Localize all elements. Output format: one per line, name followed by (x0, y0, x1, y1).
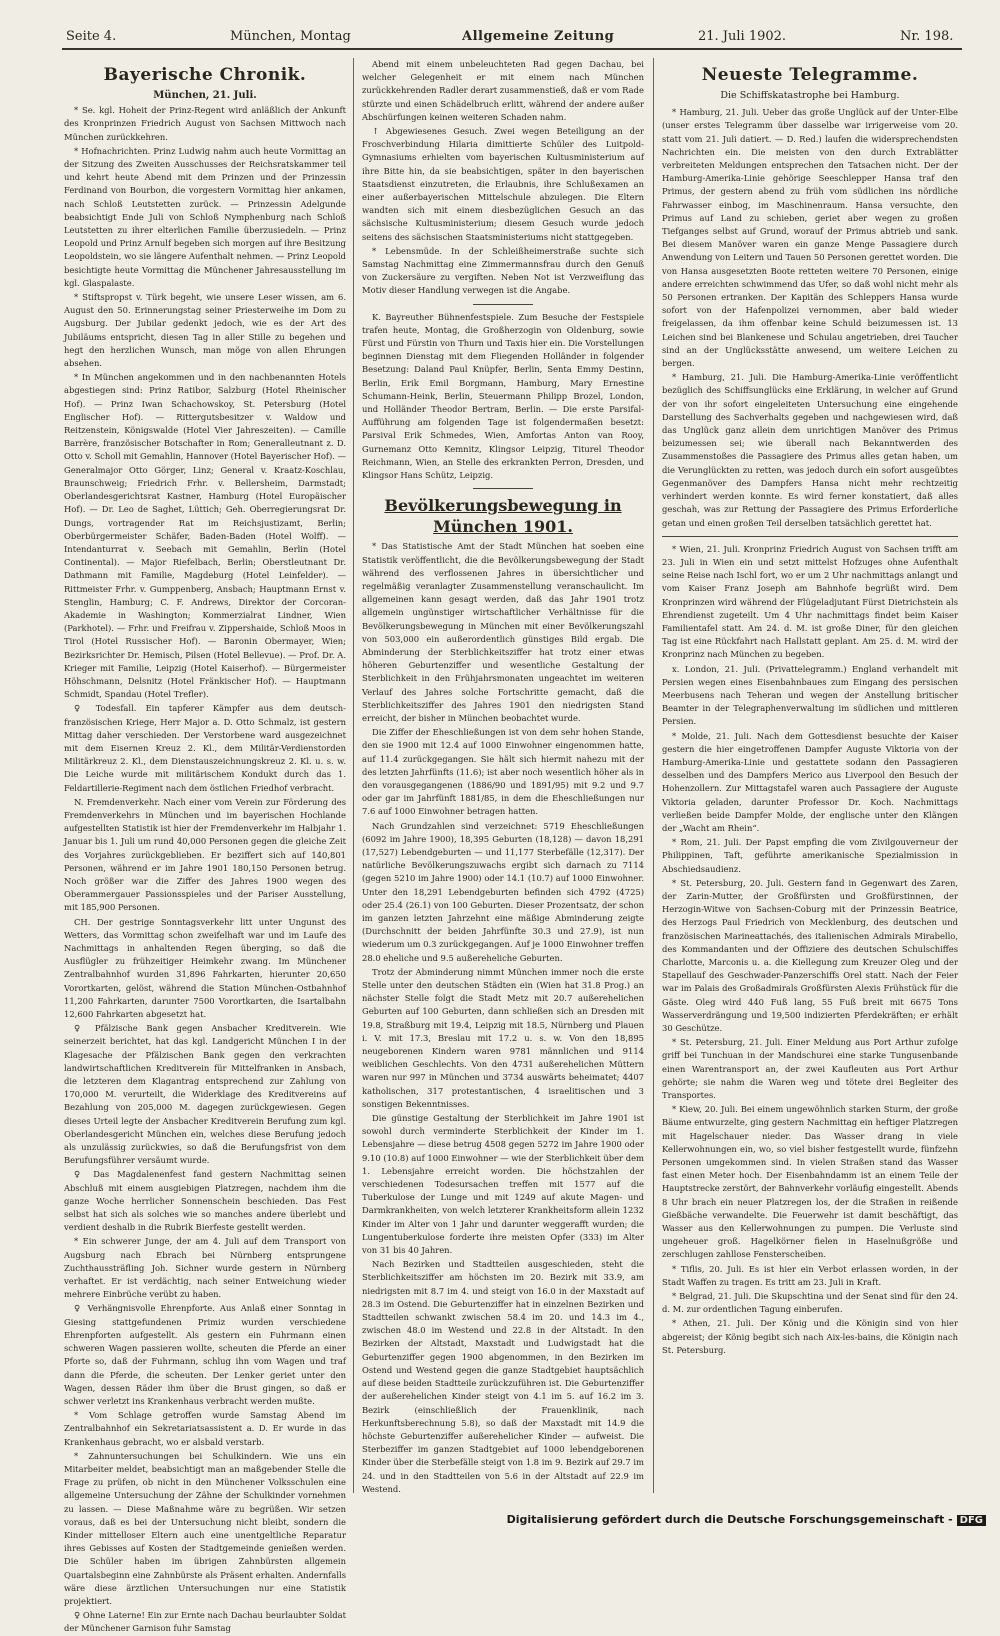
article-paragraph: * Stiftspropst v. Türk begeht, wie unsere Leser wissen, am 6. August den 50. Erinnerungstag seiner Priesterweihe im Dom zu Augsburg. Der Jubilar gedenkt jedoch, wie es der Art des Jubiläums entspricht, diesen Tag in aller Stille zu begehen und hegt den herzlichen Wunsch, man möge von allen Ehrungen absehen. (64, 292, 346, 369)
article-paragraph: Trotz der Abminderung nimmt München immer noch die erste Stelle unter den deutschen Städten ein (Wien hat 31.8 Prog.) an nächster Stelle folgt die Stadt Metz mit 20.7 außerehelichen Geburten auf 100 Geburten, dann schließen sich an Dresden mit 19.8, Straßburg mit 19.4, Leipzig mit 18.5, Nürnberg und Plauen i. V. mit 17.3, Breslau mit 17.2 u. s. w. Von den 18,895 neugeborenen Kindern waren 9781 männlichen und 9114 weiblichen Geschlechts. Von den 4731 außerehelichen Müttern waren nur 997 in München und 3734 auswärts beheimatet; 4407 katholischen, 317 protestantischen, 4 israelitischen und 3 sonstigen Bekenntnisses. (362, 966, 644, 1109)
telegram-paragraph: * St. Petersburg, 21. Juli. Einer Meldung aus Port Arthur zufolge griff bei Tunchuan in der Mandschurei eine starke Tungusenbande einen Warentransport an, der zwei Kaufleuten aus Port Arthur gehörte; sie nahm die Waren weg und tötete drei Begleiter des Transportes. (662, 1037, 958, 1101)
page-number: Seite 4. (66, 29, 117, 44)
article-paragraph: * In München angekommen und in den nachbenannten Hotels abgestiegen sind: Prinz Ratibor, Salzburg (Hotel Rheinischer Hof). — Prinz Iwan Schachowskoy, St. Petersburg (Hotel Englischer Hof). — Rittergutsbesitzer v. Waldow und Reitzenstein, Königswalde (Hotel Vier Jahreszeiten). — Camille Barrère, französischer Botschafter in Rom; Generalleutnant z. D. Otto v. Scholl mit Gemahlin, Hannover (Hotel Bayerischer Hof). — Generalmajor Otto Görger, Linz; General v. Kraatz-Koschlau, Braunschweig; Friedrich Frhr. v. Bellersheim, Darmstadt; Oberlandesgerichtsrat Kastner, Hamburg (Hotel Europäischer Hof). — Dr. Leo de Saghet, Lüttich; Geh. Oberregierungsrat Dr. Dungs, vortragender Rat im Reichsjustizamt, Berlin; Oberbürgermeister Schäfer, Baden-Baden (Hotel Wolff). — Intendanturrat v. Seebach mit Gemahlin, Berlin (Hotel Continental). — Major Riefelbach, Berlin; Oberstleutnant Dr. Dathmann mit Familie, Magdeburg (Hotel Leinfelder). — Rittmeister Frhr. v. Gumppenberg, Ansbach; Hauptmann Ernst v. Stenglin, Hamburg; C. F. Andrews, Direktor der Corcoran-Akademie in Washington; Kommerzialrat Lindner, Wien (Parkhotel). — Frhr. und Freifrau v. Zippershaide, Schloß Moos in Tirol (Hotel Russischer Hof). — Baronin Obermayer, Wien; Bezirksrichter Dr. Hemisch, Pilsen (Hotel Bellevue). — Prof. Dr. A. Krieger mit Familie, Leipzig (Hotel Kaiserhof). — Bürgermeister Höhschmann, Delsnitz (Hotel Fränkischer Hof). — Hauptmann Schmidt, Spandau (Hotel Trefler). (64, 372, 346, 700)
article-paragraph: Nach Grundzahlen sind verzeichnet: 5719 Eheschließungen (6092 im Jahre 1900), 18,395 Geburten (18,128) — davon 18,291 (17,527) Lebendgeburten — und 11,177 Sterbefälle (12,317). Der natürliche Bevölkerungszuwachs ergibt sich darnach zu 7114 (gegen 5210 im Jahre 1900) oder 14.1 (10.7) auf 1000 Einwohner. Unter den 18,291 Lebendgeburten befinden sich 4792 (4725) oder 25.4 (26.1) von 100 Geburten. Dieser Prozentsatz, der schon im ganzen letzten Jahrzehnt eine mäßige Abminderung zeigte (Durchschnitt der beiden Jahrfünfte 30.3 und 27.9), ist nun wiederum um 0.3 zurückgegangen. Auf je 1000 Einwohner treffen 28.0 eheliche und 9.5 außereheliche Geburten. (362, 820, 644, 963)
article-paragraph: ↑ Abgewiesenes Gesuch. Zwei wegen Beteiligung an der Froschverbindung Hilaria dimittierte Schüler des Luitpold-Gymnasiums erhielten vom bayerischen Kultusministerium auf ihre Bitte hin, da sie beabsichtigen, später in den bayerischen Staatsdienst einzutreten, die Erlaubnis, ihre Schlußexamen an einer außerbayerischen Mittelschule abzulegen. Die Eltern wandten sich mit einem diesbezüglichen Gesuch an das sächsische Kultusministerium; diesem Gesuch wurde jedoch seitens des sächsischen Staatsministeriums nicht stattgegeben. (362, 126, 644, 242)
credit-text: Digitalisierung gefördert durch die Deutsche Forschungsgemeinschaft - (506, 1513, 953, 1526)
running-header (62, 26, 962, 50)
telegram-paragraph: * Rom, 21. Juli. Der Papst empfing die vom Zivilgouverneur der Philippinen, Taft, geführte amerikanische Spezialmission in Abschiedsaudienz. (662, 837, 958, 874)
article-paragraph: Die günstige Gestaltung der Sterblichkeit im Jahre 1901 ist sowohl durch verminderte Sterblichkeit der Kinder im 1. Lebensjahre — diese betrug 4508 gegen 5272 im Jahre 1900 oder 9.10 (10.8) auf 1000 Einwohner — wie der Sterblichkeit über dem 1. Lebensjahre erreicht worden. Die höchstzahlen der verschiedenen Todesursachen treffen mit 1577 auf die Tuberkulose der Lunge und mit 1249 auf akute Magen- und Darmkrankheiten, von welch letzterer Krankheitsform allein 1232 Kinder im Alter von 1 Jahr und darunter weggerafft wurden; die Lungentuberkulose forderte ihre meisten Opfer (333) im Alter von 31 bis 40 Jahren. (362, 1113, 644, 1256)
article-paragraph: CH. Der gestrige Sonntagsverkehr litt unter Ungunst des Wetters, das Vormittag schon zweifelhaft war und im Laufe des Nachmittags in anhaltenden Regen überging, so daß die Ausflügler zu frühzeitiger Heimkehr zwang. Im Münchener Zentralbahnhof wurden 31,896 Fahrkarten, hierunter 20,650 Vorortkarten, gelöst, während die Station München-Ostbahnhof 11,200 Fahrkarten, darunter 7500 Vorortkarten, die Isartalbahn 12,600 Fahrkarten abgesetzt hat. (64, 916, 346, 1020)
section-subtitle: Die Schiffskatastrophe bei Hamburg. (720, 90, 900, 101)
newspaper-name: Allgemeine Zeitung (462, 29, 615, 44)
separator (473, 488, 533, 489)
telegram-paragraph: * St. Petersburg, 20. Juli. Gestern fand in Gegenwart des Zaren, der Zarin-Mutter, der Großfürsten und Großfürstinnen, der Herzogin-Witwe von Sachsen-Coburg mit der Prinzessin Beatrice, des Herzogs Paul Friedrich von Mecklenburg, des deutschen und französischen Marineattachés, des italienischen Admirals Mirabello, des Kommandanten und der Offiziere des deutschen Schulschiffes Charlotte, Marconis u. a. die Kiellegung zum Kreuzer Oleg und der Stapellauf des Geschwader-Panzerschiffs Orel statt. Nach der Feier war im Palais des Großadmirals Großfürsten Alexis Frühstück für die Gäste. Oleg wird 440 Fuß lang, 55 Fuß breit mit 6675 Tons Wasserverdrängung und 19,500 indizierten Pferdekräften; er erhält 30 Geschütze. (662, 877, 958, 1034)
telegram-paragraph: * Hamburg, 21. Juli. Ueber das große Unglück auf der Unter-Elbe (unser erstes Telegramm über dasselbe war irrigerweise vom 20. statt vom 21. Juli datiert. — D. Red.) laufen die widersprechendsten Nachrichten ein. Die meisten von den durch Extrablätter verbreiteten Meldungen entsprechen den Tatsachen nicht. Der der Hamburg-Amerika-Linie gehörige Seeschlepper Hansa traf den Primus, der gestern abend zu früh vom südlichen ins nördliche Fahrwasser einbog, im Maschinenraum. Hansa versuchte, den Primus auf Land zu schieben, geriet aber wegen zu großen Tiefganges selbst auf Grund, worauf der Primus abtrieb und sank. Bei diesem Manöver waren ein ganze Menge Passagiere durch Anwendung von Leitern und Tauen 50 Personen gerettet worden. Die von Hansa ausgesetzten Boote retteten weitere 70 Personen, einige andere erreichten schwimmend das Ufer, so daß wohl nicht mehr als 50 Personen ertranken. Der Kapitän des Schleppers Hansa wurde sofort von der Hafenpolizei vernommen, aber bald wieder freigelassen, da ihm offenbar keine Schuld beizumessen ist. 13 Leichen sind bei Blankenese und Schulau angetrieben, drei Taucher sind an der Unglücksstätte anwesend, um weitere Leichen zu bergen. (662, 107, 958, 369)
city-day: München, Montag (230, 29, 351, 44)
article-paragraph: * Ein schwerer Junge, der am 4. Juli auf dem Transport von Augsburg nach Ebrach bei Nürnberg entsprungene Zuchthaussträfling Joh. Sichner wurde gestern in Nürnberg verhaftet. Er ist verdächtig, nach seiner Entweichung wieder mehrere Einbrüche verübt zu haben. (64, 1236, 346, 1300)
article-paragraph: ♀ Ohne Laterne! Ein zur Ernte nach Dachau beurlaubter Soldat der Münchener Garnison fuhr Samstag (64, 1610, 346, 1634)
column-rule (353, 58, 354, 1493)
telegram-paragraph: * Molde, 21. Juli. Nach dem Gottesdienst besuchte der Kaiser gestern die hier eingetroffenen Dampfer Auguste Viktoria von der Hamburg-Amerika-Linie und gestattete sodann den Passagieren desselben und des Dampfers Merico aus Liverpool den Besuch der Hohenzollern. Zur Mittagstafel waren auch Passagiere der Auguste Viktoria geladen, darunter Professor Dr. Koch. Nachmittags verließen beide Dampfer Molde, der englische unter den Klängen der „Wacht am Rhein“. (662, 730, 958, 833)
column-neueste-telegramme (662, 58, 958, 1498)
article-paragraph: N. Fremdenverkehr. Nach einer vom Verein zur Förderung des Fremdenverkehrs in München und im bayerischen Hochlande aufgestellten Statistik ist hier der Fremdenverkehr im Halbjahr 1. Januar bis 1. Juli um rund 40,000 Personen gegen die gleiche Zeit des Vorjahres zurückgeblieben. Er beziffert sich auf 140,801 Personen, während er im Jahre 1901 180,150 Personen betrug. Noch größer war die Ziffer des Jahres 1900 wegen des Oberammergauer Passionsspieles und der Pariser Ausstellung, mit 185,900 Personen. (64, 796, 346, 913)
telegram-paragraph: * Tiflis, 20. Juli. Es ist hier ein Verbot erlassen worden, in der Stadt Waffen zu tragen. Es tritt am 23. Juli in Kraft. (662, 1263, 958, 1287)
issue-date: 21. Juli 1902. (698, 29, 787, 44)
article-paragraph: ♀ Das Magdalenenfest fand gestern Nachmittag seinen Abschluß mit einem ausgiebigen Platzregen, nachdem ihm die ganze Woche herrlicher Sonnenschein beschieden. Das Fest selbst hat sich als solches wie so manches andere überlebt und verdient deshalb in die Rubrik Bierfeste gestellt werden. (64, 1169, 346, 1233)
column-bayerische-chronik (64, 58, 346, 1634)
section-title: Neueste Telegramme. (701, 65, 919, 85)
article-list (64, 104, 346, 1635)
telegram-paragraph: * Kiew, 20. Juli. Bei einem ungewöhnlich starken Sturm, der große Bäume entwurzelte, ging gestern Nachmittag ein heftiger Platzregen mit Hagelschauer nieder. Das Wasser drang in viele Kellerwohnungen ein, wo, so viel bisher festgestellt wurde, fünfzehn Personen umgekommen sind. In vielen Straßen stand das Wasser fast einen Meter hoch. Der Eisenbahndamm ist an einem Teile der Hauptstrecke zerstört, der Bahnverkehr vorläufig eingestellt. Abends 8 Uhr brach ein neuer Platzregen los, der die Straßen in reißende Gießbäche verwandelte. Die Feuerwehr ist damit beschäftigt, das Wasser aus den Kellerwohnungen zu pumpen. Die Verluste sind ungeheuer groß. Hagelkörner fielen in Haselnußgröße und zerschlugen zahllose Fensterscheiben. (662, 1104, 958, 1260)
telegram-paragraph: * Hamburg, 21. Juli. Die Hamburg-Amerika-Linie veröffentlicht bezüglich des Schiffsunglücks eine Erklärung, in welcher auf Grund der von ihr sofort eingeleiteten Untersuchung eine eingehende Darstellung des Sachverhalts gegeben und nachgewiesen wird, daß das Unglück ganz allein dem unrichtigen Manöver des Primus beizumessen sei; wie überall nach Bekanntwerden des Zusammenstoßes die Passagiere des Primus alles getan haben, um die Verunglückten zu retten, was jedoch durch ein sofort ausgeübtes Gegenmanöver des Dampfers Hansa nicht mehr rechtzeitig verhindert werden konnte. Es wird ferner konstatiert, daß alles geschah, was zur Rettung der Passagiere des Primus Erforderliche getan und einen großen Teil derselben tatsächlich gerettet hat. (662, 372, 958, 528)
article-paragraph: * Lebensmüde. In der Schleißheimerstraße suchte sich Samstag Nachmittag eine Zimmermannsfrau durch den Genuß von Zuckersäure zu vergiften. Neben Not ist Verzweiflung das Motiv dieser Handlung verwegen ist die Angabe. (362, 245, 644, 296)
article-paragraph: * Das Statistische Amt der Stadt München hat soeben eine Statistik veröffentlicht, die die Bevölkerungsbewegung der Stadt während des verflossenen Jahres in übersichtlicher und regelmäßig veranlagter Zusammenstellung veranschaulicht. Im allgemeinen kann gesagt werden, daß das Jahr 1901 trotz allgemein ungünstiger wirtschaftlicher Verhältnisse für die Bevölkerungsbewegung in München mit einer Bevölkerungszahl von 503,000 ein außerordentlich günstiges Bild ergab. Die Abminderung der Sterblichkeitsziffer hat trotz einer etwas höheren Geburtenziffer und wesentliche Gestaltung der Sterblichkeit in den Frühjahrsmonaten ungeachtet im weiteren Verlauf des Jahres solche Fortschritte gemacht, daß die Sterblichkeitsziffer des Jahres 1901 den niedrigsten Stand erreicht, der bisher in München beobachtet wurde. (362, 541, 644, 723)
article-paragraph: * Vom Schlage getroffen wurde Samstag Abend im Zentralbahnhof ein Sekretariatsassistent a. D. Er wurde in das Krankenhaus gebracht, wo er alsbald verstarb. (64, 1410, 346, 1447)
article-paragraph: ♀ Todesfall. Ein tapferer Kämpfer aus dem deutsch-französischen Kriege, Herr Major a. D. Otto Schmalz, ist gestern Mittag daher verschieden. Der Verstorbene ward ausgezeichnet mit dem Eisernen Kreuz 2. Kl., dem Militär-Verdienstorden Militärkreuz 2. Kl., dem Dienstauszeichnungskreuz 2. Kl. u. s. w. Die Leiche wurde mit militärischem Kondukt durch das 1. Feldartillerie-Regiment nach dem östlichen Friedhof verbracht. (64, 703, 346, 793)
separator (662, 536, 958, 537)
telegram-paragraph: * Wien, 21. Juli. Kronprinz Friedrich August von Sachsen trifft am 23. Juli in Wien ein und setzt mittelst Hofzuges ohne Aufenthalt seine Reise nach Ischl fort, wo er um 2 Uhr nachmittags anlangt und vom Kaiser Franz Joseph am Bahnhofe begrüßt wird. Dem Kronprinzen wird während der Flügeladjutant Fürst Dietrichstein als Ehrendienst zugeteilt. Um 4 Uhr nachmittags findet beim Kaiser Familientafel statt. Am 24. d. M. ist große Diner, für den gleichen Tag ist eine Rückfahrt nach Hallstatt geplant. Am 25. d. M. wird der Kronprinz nach München zu begeben. (662, 543, 958, 660)
separator (473, 304, 533, 305)
article-paragraph: * Se. kgl. Hoheit der Prinz-Regent wird anläßlich der Ankunft des Kronprinzen Friedrich August von Sachsen Mittwoch nach München zurückkehren. (64, 105, 346, 142)
column-rule (653, 58, 654, 1493)
article-paragraph: Nach Bezirken und Stadtteilen ausgeschieden, steht die Sterblichkeitsziffer am höchsten im 20. Bezirk mit 33.9, am niedrigsten mit 8.7 im 4. und steigt von 16.0 in der Maxstadt auf 28.3 im Ostend. Die Geburtenziffer hat in einzelnen Bezirken und Stadtteilen schwankt zwischen 58.4 im 20. und 14.3 im 4., zwischen 48.0 im Westend und 22.8 in der Altstadt. In den Bezirken der Altstadt, Maxstadt und Ludwigstadt hat die Geburtenziffer gegen 1900 abgenommen, in den Bezirken im Ostend und Westend gegen die ganze Stadtgebiet hauptsächlich auf diese beiden Stadtteile zurückzuführen ist. Die Geburtenziffer der außerehelichen Kinder steigt von 4.1 im 5. auf 16.2 im 3. Bezirk (einschließlich der Frauenklinik, nach Herkunftsberechnung 5.8), so daß der Maxstadt mit 14.9 die höchste Geburtenziffer außerehelicher Kinder — aufweist. Die Sterbeziffer im ganzen Stadtgebiet auf 1000 lebendgeborenen Kinder über die Sterbefälle steigt von 1.8 im 9. Bezirk auf 29.7 im 24. und in den Stadtteilen von 5.6 in der Altstadt auf 22.9 im Westend. (362, 1259, 644, 1494)
section-title: Bayerische Chronik. (103, 65, 307, 85)
article-paragraph: * Zahnuntersuchungen bei Schulkindern. Wie uns ein Mitarbeiter meldet, beabsichtigt man an maßgebender Stelle die Frage zu prüfen, ob nicht in den Münchener Volksschulen eine allgemeine Untersuchung der Zähne der Schulkinder vornehmen zu lassen. — Diese Maßnahme wäre zu begrüßen. Wir setzen voraus, daß es bei der Untersuchung nicht bleibt, sondern die Kinder mittelloser Eltern auch eine unentgeltliche Reparatur ihres Gebisses auf Kosten der Stadtgemeinde genießen werden. Die Schüler haben im übrigen Zahnbürsten allgemein Quartalsbeginn eine Zahnbürste als Präsent erhalten. Andernfalls wäre diese ärztlichen Untersuchungen nur eine Statistik projektiert. (64, 1450, 346, 1606)
telegram-paragraph: * Athen, 21. Juli. Der König und die Königin sind von hier abgereist; der König begibt sich nach Aix-les-bains, die Königin nach St. Petersburg. (662, 1318, 958, 1355)
article-paragraph: Die Ziffer der Eheschließungen ist von dem sehr hohen Stande, den sie 1900 mit 12.4 auf 1000 Einwohner eingenommen hatte, auf 11.4 zurückgegangen. Sie hält sich hiermit nahezu mit der des letzten Jahrfünfts (11.6); ist aber noch wesentlich höher als in den vorausgegangenen (1886/90 und 1891/95) mit 9.2 und 9.7 oder gar im Jahrfünft 1881/85, in dem die Eheschließungen nur 7.6 auf 1000 Einwohner betragen hatten. (362, 727, 644, 817)
section-title: Bevölkerungsbewegung in München 1901. (384, 496, 622, 537)
dateline: München, 21. Juli. (153, 90, 257, 101)
telegram-paragraph: * Belgrad, 21. Juli. Die Skupschtina und der Senat sind für den 24. d. M. zur ordentlichen Tagung einberufen. (662, 1291, 958, 1315)
issue-number: Nr. 198. (900, 29, 954, 44)
telegram-paragraph: x. London, 21. Juli. (Privattelegramm.) England verhandelt mit Persien wegen eines Eisenbahnbaues zum Eingang des persischen Meerbusens nach Teheran und wegen der Anstellung britischer Beamter in der Telegraphenverwaltung im südlichen und mittleren Persien. (662, 663, 958, 727)
column-middle (362, 58, 644, 1498)
digitization-credit (507, 1513, 986, 1526)
article-paragraph: ♀ Verhängnisvolle Ehrenpforte. Aus Anlaß einer Sonntag in Giesing stattgefundenen Primiz wurden verschiedene Ehrenpforten aufgestellt. Als gestern ein Fuhrmann einen schweren Wagen passieren wollte, scheuten die Pferde an einer Pforte so, daß der Fuhrmann, schlug ihn vom Wagen und traf dann die Pferde, die scheuten. Der Lenker geriet unter den Wagen, dessen Räder ihm über die Brust gingen, so daß er schwer verletzt ins Krankenhaus verbracht werden mußte. (64, 1303, 346, 1406)
article-paragraph: Abend mit einem unbeleuchteten Rad gegen Dachau, bei welcher Gelegenheit er mit einem nach München zurückkehrenden Radler derart zusammenstieß, daß er vom Rade stürzte und einen Schädelbruch erlitt, während der andere außer Abschürfungen keinen weiteren Schaden nahm. (362, 59, 644, 122)
article-paragraph: K. Bayreuther Bühnenfestspiele. Zum Besuche der Festspiele trafen heute, Montag, die Großherzogin von Oldenburg, sowie Fürst und Fürstin von Thurn und Taxis hier ein. Die Vorstellungen beginnen Dienstag mit dem Fliegenden Holländer in folgender Besetzung: Daland Paul Knüpfer, Berlin, Senta Emmy Destinn, Berlin, Erik Emil Borgmann, Hamburg, Mary Ernestine Schumann-Heink, Berlin, Steuermann Philipp Brozel, London, und Holländer Theodor Bertram, Berlin. — Die erste Parsifal-Aufführung am folgenden Tage ist folgendermaßen besetzt: Parsival Erik Schmedes, Wien, Amfortas Anton van Rooy, Gurnemanz Otto Kemnitz, Klingsor Leipzig, Titurel Theodor Reichmann, Wien, an Stelle des erkrankten Perron, Dresden, und Klingsor Hans Schütz, Leipzig. (362, 311, 644, 481)
article-paragraph: ♀ Pfälzische Bank gegen Ansbacher Kreditverein. Wie seinerzeit berichtet, hat das kgl. Landgericht München I in der Klagesache der Pfälzischen Bank gegen den verkrachten landwirtschaftlichen Kreditverein für Mittelfranken in Ansbach, die letzteren dem Klagantrag entsprechend zur Zahlung von 170,000 M. verurteilt, die Widerklage des Kreditvereins auf Bezahlung von 205,000 M. dagegen zurückgewiesen. Gegen dieses Urteil legte der Ansbacher Kreditverein Berufung zum kgl. Oberlandesgericht München ein, welches diese Berufung jedoch als unzulässig zurückwies, so daß die Berufungsfrist von dem Berufungsführer versäumt wurde. (64, 1023, 346, 1166)
dfg-logo: DFG (957, 1515, 986, 1526)
article-paragraph: * Hofnachrichten. Prinz Ludwig nahm auch heute Vormittag an der Sitzung des Zweiten Ausschusses der Reichsratskammer teil und kehrt heute Abend mit dem Prinzen und der Prinzessin Ferdinand von Bourbon, die vorgestern Vormittag hier ankamen, nach Schloß Leutstetten zurück. — Prinzessin Adelgunde beabsichtigt Ende Juli von Schloß Nymphenburg nach Schloß Leutstetten zu ihrer elterlichen Familie überzusiedeln. — Prinz Leopold und Prinz Arnulf begeben sich morgen auf ihre Besitzung Leopoldstein, wo sie längere Aufenthalt nehmen. — Prinz Leopold besichtigte heute Vormittag die Münchener Jahresausstellung im kgl. Glaspalaste. (64, 145, 346, 288)
